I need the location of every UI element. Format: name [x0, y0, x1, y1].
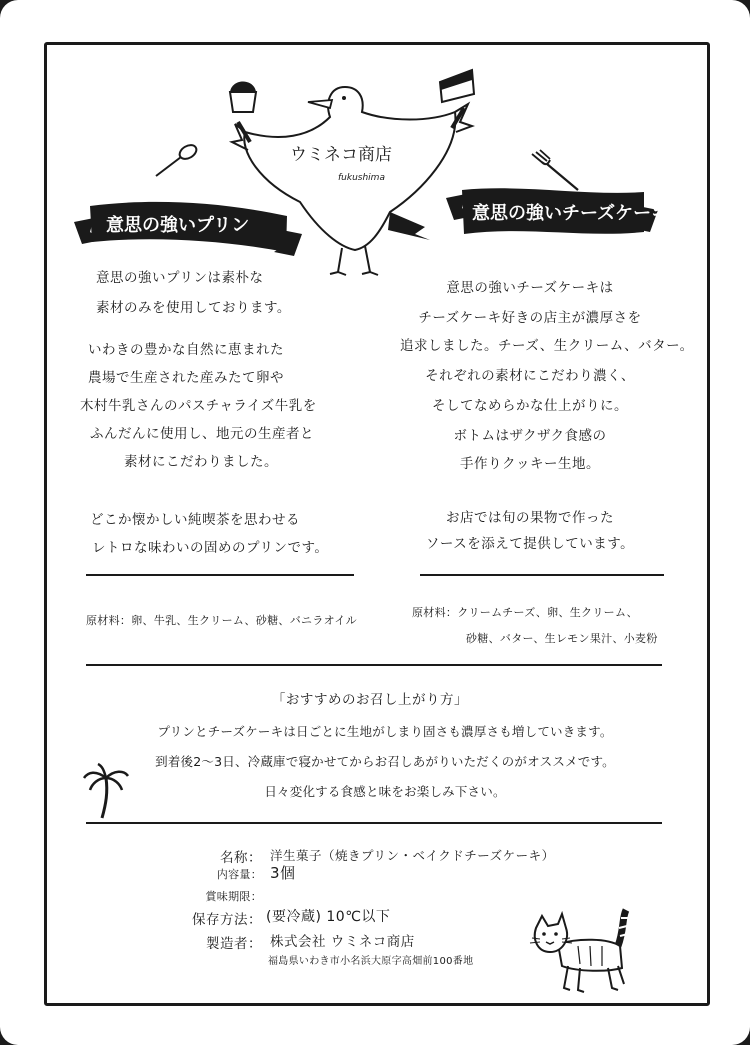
- cheesecake-desc-1: 意思の強いチーズケーキは: [446, 280, 614, 296]
- pudding-desc-2: 素材のみを使用しております。: [96, 300, 291, 316]
- cheesecake-desc-3: 追求しました。チーズ、生クリーム、バター。: [400, 338, 694, 354]
- cat-illustration: [528, 906, 638, 998]
- label-address: 福島県いわき市小名浜大原字高畑前100番地: [268, 956, 474, 967]
- recommend-divider: [86, 822, 662, 824]
- recommend-title: 「おすすめのお召し上がり方」: [271, 692, 469, 708]
- ribbon-cheesecake-label: 意思の強いチーズケーキ: [472, 203, 670, 224]
- ingredients-divider: [86, 664, 662, 666]
- ribbon-cheesecake: [444, 182, 670, 252]
- palm-tree-illustration: [82, 764, 132, 820]
- pudding-desc-4: 農場で生産された産みたて卵や: [88, 370, 284, 386]
- spoon-icon: [150, 142, 200, 182]
- logo-sub: fukushima: [338, 173, 385, 183]
- label-value-contents: 3個: [270, 864, 296, 882]
- pudding-note-2: レトロな味わいの固めのプリンです。: [92, 540, 329, 556]
- cheesecake-ingredients-1: 原材料：クリームチーズ、卵、生クリーム、: [412, 606, 638, 619]
- pudding-desc-7: 素材にこだわりました。: [124, 454, 278, 470]
- label-value-name: 洋生菓子（焼きプリン・ベイクドチーズケーキ）: [270, 848, 555, 863]
- label-key-storage: 保存方法：: [192, 912, 262, 928]
- cheesecake-note-2: ソースを添えて提供しています。: [425, 536, 635, 552]
- label-key-contents: 内容量：: [216, 868, 262, 881]
- pudding-desc-6: ふんだんに使用し、地元の生産者と: [90, 426, 314, 442]
- recommend-line-3: 日々変化する食感と味をお楽しみ下さい。: [264, 784, 506, 799]
- recommend-line-1: プリンとチーズケーキは日ごとに生地がしまり固さも濃厚さも増していきます。: [157, 724, 613, 739]
- cheesecake-note-1: お店では旬の果物で作った: [446, 510, 614, 526]
- ribbon-pudding: [72, 192, 304, 262]
- label-key-maker: 製造者：: [206, 936, 262, 952]
- logo-name: ウミネコ商店: [290, 145, 392, 165]
- label-value-storage: (要冷蔵) 10℃以下: [266, 909, 391, 925]
- cheesecake-desc-2: チーズケーキ好きの店主が濃厚さを: [418, 310, 642, 326]
- cheesecake-desc-7: 手作りクッキー生地。: [460, 456, 600, 472]
- recommend-line-2: 到着後2〜3日、冷蔵庫で寝かせてからお召しあがりいただくのがオススメです。: [155, 754, 615, 769]
- cheesecake-divider: [420, 574, 664, 576]
- cheesecake-desc-4: それぞれの素材にこだわり濃く、: [425, 368, 635, 384]
- pudding-ingredients: 原材料：卵、牛乳、生クリーム、砂糖、バニラオイル: [86, 614, 357, 627]
- cheesecake-desc-5: そしてなめらかな仕上がりに。: [432, 398, 628, 414]
- label-key-name: 名称：: [220, 850, 262, 866]
- cheesecake-desc-6: ボトムはザクザク食感の: [453, 428, 607, 444]
- pudding-desc-3: いわきの豊かな自然に恵まれた: [88, 342, 284, 358]
- pudding-note-1: どこか懐かしい純喫茶を思わせる: [90, 512, 300, 528]
- ribbon-pudding-label: 意思の強いプリン: [106, 215, 250, 236]
- pudding-desc-5: 木村牛乳さんのパスチャライズ牛乳を: [80, 398, 317, 414]
- label-key-bestbefore: 賞味期限：: [205, 890, 262, 903]
- label-value-maker: 株式会社 ウミネコ商店: [270, 934, 415, 950]
- pudding-divider: [86, 574, 354, 576]
- pudding-desc-1: 意思の強いプリンは素朴な: [96, 270, 264, 286]
- cheesecake-ingredients-2: 砂糖、バター、生レモン果汁、小麦粉: [466, 632, 658, 645]
